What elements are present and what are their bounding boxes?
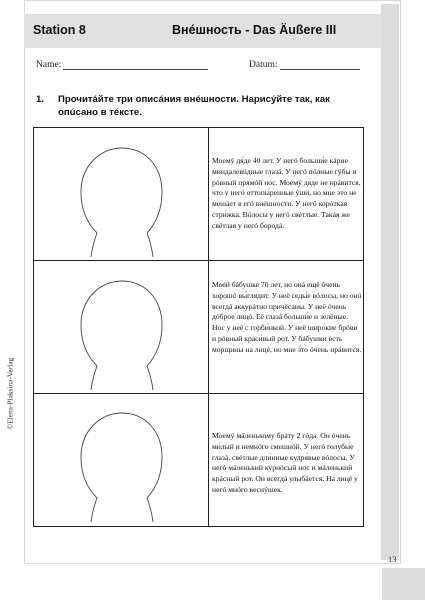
table-row	[34, 394, 363, 526]
face-drawing-area[interactable]	[34, 261, 209, 393]
publisher-text: ©Elena-Plaksina-Verlag	[5, 357, 15, 430]
face-drawing-area[interactable]	[34, 394, 209, 526]
table-row	[34, 128, 363, 261]
page-number-box	[382, 554, 425, 600]
description-uncle: Моемý дя́де 40 лет. У негó больши́е кáрие миндалевúдные глазá. У негó пóлные гýбы и рóвный прямóй нос. Моемý дя́де не нрáвится, что у негó оттопы́ренные ýши, но мне э́то не мешáет в егó внéшности. У негó корóткая стри́жка. Вóлосы у негó свéтлые. Такáя же свéтлая у негó бородá.	[212, 156, 361, 230]
name-line[interactable]	[63, 60, 208, 70]
face-outline-icon	[34, 394, 209, 526]
worksheet-title: Внéшность - Das Äußere III	[172, 23, 337, 37]
date-field[interactable]	[249, 60, 360, 70]
date-label: Datum:	[249, 60, 278, 70]
date-line[interactable]	[280, 60, 360, 70]
face-outline-icon	[34, 261, 209, 394]
task-text: Прочитáйте три описáния внéшности. Нарисýйте так, как опúсано в тéксте.	[58, 94, 330, 118]
publisher-copyright	[2, 346, 16, 432]
drawing-table	[33, 127, 364, 527]
header-bar	[24, 14, 381, 48]
page-number: 13	[388, 554, 397, 564]
description-brother: Моемý мáленькому брáту 2 гóда. Он óчень ми́лый и немнóго смешнóй. У негó голубы́е глазá, свéтлые дли́нные кудря́вые вóлосы. У негó мáленький курнóсый нос и мáленький крáсный рот. Он всегдá улыбáется. На лицé у негó мнóго веснýшек.	[212, 431, 358, 494]
name-field[interactable]	[36, 60, 208, 70]
task-number: 1.	[36, 94, 45, 105]
table-row	[34, 261, 363, 394]
station-label: Station 8	[33, 23, 86, 37]
name-label: Name:	[36, 60, 62, 70]
face-drawing-area[interactable]	[34, 128, 209, 260]
face-outline-icon	[34, 128, 209, 261]
description-grandmother: Моéй бáбушке 70 лет, но онá ещё óчень хорошó вы́глядит. У неё седы́е вóлосы, но онú всегдá аккурáтно причёсаны. У неё óчень дóброе лицó. Её глазá больши́е и зелёные. Нос у неё с горби́нкой. У неё широ́кие брóви и рóвный краси́вый рот. У бáбушки есть морщи́ны на лицé, но мне э́то óчень нрáвится.	[212, 280, 362, 354]
